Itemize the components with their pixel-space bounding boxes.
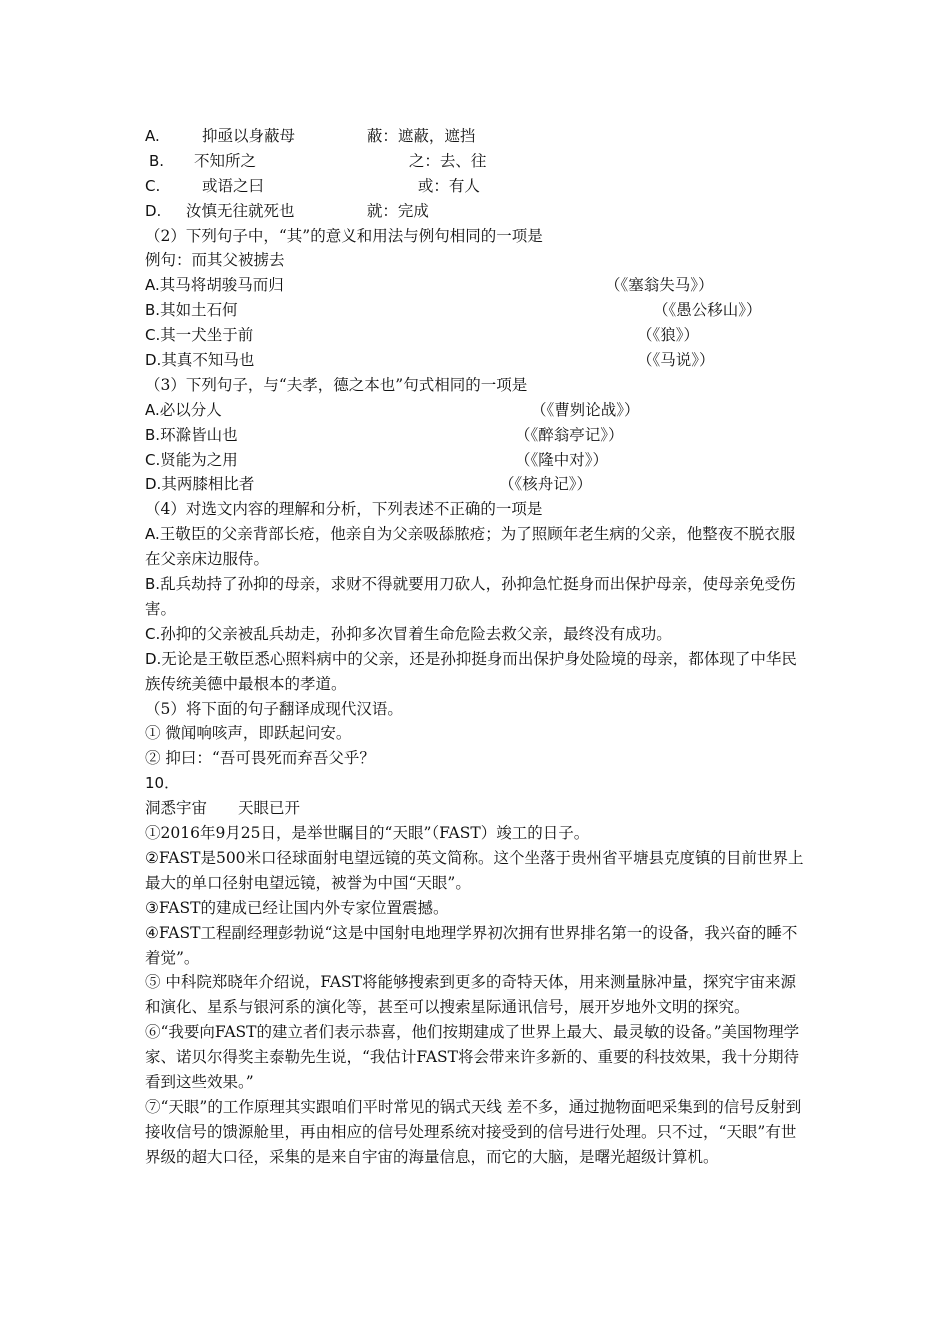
- q2-option-d: [145, 348, 805, 373]
- q3-option-d: [145, 472, 805, 497]
- option-sentence: 抑亟以身蔽母: [201, 127, 295, 145]
- option-label: A.: [145, 400, 160, 419]
- option-sentence: 汝慎无往就死也: [185, 201, 295, 220]
- option-label: B.: [145, 301, 161, 320]
- q10-paragraph-1: ①2016年9月25日，是举世瞩目的“天眼”（FAST）竣工的日子。: [145, 824, 590, 843]
- q3-option-b: [145, 423, 805, 448]
- option-source: （《狼》）: [637, 326, 700, 345]
- option-text: 乱兵劫持了孙抑的母亲，求财不得就要用刀砍人，孙抑急忙挺身而出保护母亲，使母亲免受伤害。: [145, 575, 796, 618]
- option-source: （《核舟记》）: [499, 475, 593, 494]
- option-text: 王敬臣的父亲背部长疮，他亲自为父亲吸舔脓疮；为了照顾年老生病的父亲，他整夜不脱衣服在父亲床边服侍。: [145, 525, 796, 569]
- option-text: 其真不知马也: [161, 351, 255, 370]
- q10-paragraph-6: ⑥“我要向FAST的建立者们表示恭喜，他们按期建成了世界上最大、最灵敏的设备。”美国物理学家、诺贝尔得奖主泰勒先生说，“我估计FAST将会带来许多新的、重要的科技效果，我十分期待看到这些效果。”: [145, 1023, 800, 1092]
- option-text: 其如土石何: [160, 301, 238, 320]
- option-text: 其一犬坐于前: [160, 326, 254, 345]
- q10-title: 洞悉宇宙 天眼已开: [145, 799, 301, 818]
- option-label: D.: [145, 649, 162, 668]
- option-label: A.: [145, 276, 160, 295]
- q10-paragraph-3: ③FAST的建成已经让国内外专家位置震撼。: [145, 898, 449, 917]
- option-label: B.: [145, 575, 161, 594]
- option-label: D.: [145, 351, 162, 370]
- q10-paragraph-2: ②FAST是500米口径球面射电望远镜的英文简称。这个坐落于贵州省平塘县克度镇的目前世界上最大的单口径射电望远镜，被誉为中国“天眼”。: [145, 848, 804, 892]
- option-text: 无论是王敬臣悉心照料病中的父亲，还是孙抑挺身而出保护身处险境的母亲，都体现了中华民族传统美德中最根本的孝道。: [145, 649, 797, 693]
- option-meaning: 之：去、往: [408, 151, 487, 170]
- option-label: C.: [145, 176, 161, 195]
- q5-stem: （5）将下面的句子翻译成现代汉语。: [145, 699, 403, 718]
- option-sentence: 不知所之: [193, 151, 256, 170]
- q4-option-a: [145, 522, 805, 572]
- option-source: （《马说》）: [637, 351, 715, 370]
- q4-option-b: [145, 572, 805, 622]
- option-sentence: 或语之曰: [201, 176, 264, 195]
- option-source: （《隆中对》）: [515, 450, 609, 469]
- option-text: 贤能为之用: [160, 450, 238, 469]
- q3-option-a: [145, 398, 805, 423]
- q10-paragraph-4: ④FAST工程副经理彭勃说“这是中国射电地理学界初次拥有世界排名第一的设备，我兴奋的睡不着觉”。: [145, 923, 798, 967]
- option-label: B.: [149, 151, 165, 170]
- q5-item-2: ② 抑曰：“吾可畏死而弃吾父乎？: [145, 749, 375, 768]
- option-label: D.: [145, 201, 162, 220]
- option-text: 其两膝相比者: [161, 475, 255, 494]
- option-text: 必以分人: [159, 400, 222, 419]
- q2-example: 例句：而其父被掳去: [145, 251, 285, 270]
- q4-stem: （4）对选文内容的理解和分析，下列表述不正确的一项是: [145, 500, 543, 519]
- option-meaning: 或：有人: [417, 176, 480, 195]
- q1-option-a: [145, 124, 805, 149]
- option-label: B.: [145, 425, 161, 444]
- q3-stem: （3）下列句子，与“夫孝，德之本也”句式相同的一项是: [145, 375, 528, 394]
- option-source: （《愚公移山》）: [653, 301, 762, 320]
- option-source: （《醉翁亭记》）: [515, 425, 624, 444]
- q2-option-a: [145, 273, 805, 298]
- q1-option-d: [145, 199, 805, 224]
- q2-option-c: [145, 323, 805, 348]
- option-meaning: 就：完成: [366, 201, 429, 220]
- q10-number: 10．: [145, 774, 180, 793]
- q5-item-1: ① 微闻响咳声，即跃起问安。: [145, 724, 352, 743]
- q3-option-c: [145, 448, 805, 473]
- option-source: （《曹刿论战》）: [531, 400, 640, 419]
- option-label: C.: [145, 450, 161, 469]
- option-label: C.: [145, 624, 161, 643]
- q4-option-d: [145, 647, 805, 697]
- option-label: A.: [145, 127, 160, 145]
- q10-paragraph-5: ⑤ 中科院郑晓年介绍说，FAST将能够搜索到更多的奇特天体，用来测量脉冲量，探究宇宙来源和演化、星系与银河系的演化等，甚至可以搜索星际通讯信号，展开岁地外文明的探究。: [145, 973, 796, 1017]
- q1-option-c: [145, 174, 805, 199]
- option-text: 其马将胡骏马而归: [159, 276, 284, 295]
- option-text: 环滁皆山也: [160, 425, 238, 444]
- option-label: A.: [145, 525, 160, 544]
- q2-stem: （2）下列句子中，“其”的意义和用法与例句相同的一项是: [145, 226, 543, 245]
- q2-option-b: [145, 298, 805, 323]
- q10-paragraph-7: ⑦“天眼”的工作原理其实跟咱们平时常见的锅式天线 差不多，通过抛物面吧采集到的信号反射到接收信号的馈源舱里，再由相应的信号处理系统对接受到的信号进行处理。只不过，“天眼”有世界级的超大口径，采集的是来自宇宙的海量信息，而它的大脑，是曙光超级计算机。: [145, 1098, 802, 1166]
- q1-option-b: [145, 149, 805, 174]
- option-source: （《塞翁失马》）: [605, 276, 714, 295]
- option-meaning: 蔽：遮蔽，遮挡: [366, 127, 476, 145]
- document-page: [145, 124, 805, 1170]
- option-label: C.: [145, 326, 161, 345]
- option-text: 孙抑的父亲被乱兵劫走，孙抑多次冒着生命危险去救父亲，最终没有成功。: [160, 624, 672, 643]
- option-label: D.: [145, 475, 162, 494]
- q4-option-c: [145, 622, 805, 647]
